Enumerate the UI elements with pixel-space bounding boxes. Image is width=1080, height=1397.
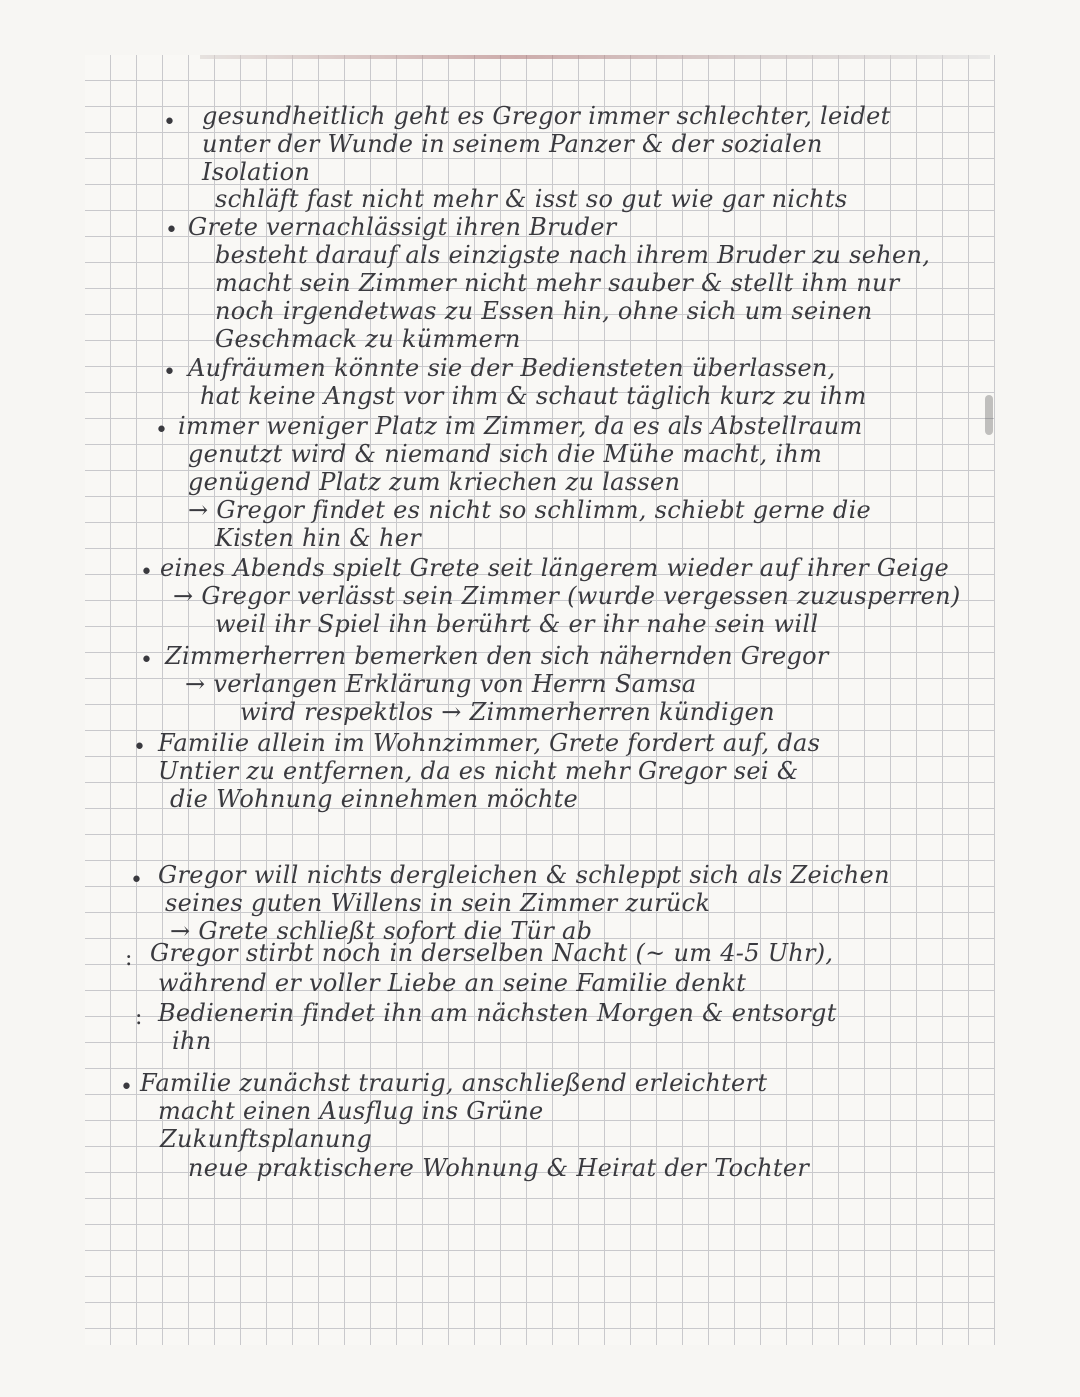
note-line: → verlangen Erklärung von Herrn Samsa	[185, 670, 697, 698]
note-line: Isolation	[202, 158, 311, 186]
bullet: :	[125, 946, 133, 971]
note-line: → Gregor findet es nicht so schlimm, schiebt gerne die	[188, 496, 872, 524]
bullet: •	[120, 1075, 134, 1100]
note-line: immer weniger Platz im Zimmer, da es als Abstellraum	[178, 412, 863, 440]
note-line: macht sein Zimmer nicht mehr sauber & stellt ihm nur	[215, 269, 900, 297]
note-line: genutzt wird & niemand sich die Mühe macht, ihm	[188, 440, 823, 468]
bullet: •	[140, 648, 154, 673]
bullet: •	[163, 360, 177, 385]
note-line: Aufräumen könnte sie der Bediensteten überlassen,	[188, 354, 836, 382]
bullet: •	[163, 110, 177, 135]
note-line: seines guten Willens in sein Zimmer zurück	[165, 889, 711, 917]
note-line: Bedienerin findet ihn am nächsten Morgen & entsorgt	[158, 999, 837, 1027]
note-line: Grete vernachlässigt ihren Bruder	[188, 213, 617, 241]
bullet: •	[155, 418, 169, 443]
note-line: → Grete schließt sofort die Tür ab	[170, 917, 593, 945]
note-line: genügend Platz zum kriechen zu lassen	[188, 468, 681, 496]
note-line: unter der Wunde in seinem Panzer & der sozialen	[202, 130, 823, 158]
bullet: •	[165, 218, 179, 243]
note-line: ihn	[172, 1027, 212, 1055]
note-line: Zukunftsplanung	[160, 1125, 373, 1153]
note-line: Familie zunächst traurig, anschließend erleichtert	[140, 1069, 768, 1097]
bullet: :	[135, 1005, 143, 1030]
note-line: Familie allein im Wohnzimmer, Grete fordert auf, das	[158, 729, 821, 757]
note-line: eines Abends spielt Grete seit längerem wieder auf ihrer Geige	[160, 554, 950, 582]
note-line: weil ihr Spiel ihn berührt & er ihr nahe sein will	[215, 610, 819, 638]
note-line: die Wohnung einnehmen möchte	[170, 785, 579, 813]
note-line: noch irgendetwas zu Essen hin, ohne sich um seinen	[215, 297, 873, 325]
bullet: •	[140, 560, 154, 585]
note-line: während er voller Liebe an seine Familie denkt	[158, 969, 747, 997]
note-line: neue praktischere Wohnung & Heirat der Tochter	[188, 1154, 810, 1182]
note-line: hat keine Angst vor ihm & schaut täglich kurz zu ihm	[200, 382, 867, 410]
note-line: schläft fast nicht mehr & isst so gut wie gar nichts	[215, 185, 848, 213]
note-line: → Gregor verlässt sein Zimmer (wurde vergessen zuzusperren)	[173, 582, 961, 610]
note-line: Geschmack zu kümmern	[215, 325, 521, 353]
bullet: •	[133, 735, 147, 760]
note-line: macht einen Ausflug ins Grüne	[158, 1097, 544, 1125]
note-line: Gregor will nichts dergleichen & schleppt sich als Zeichen	[158, 861, 890, 889]
note-line: Untier zu entfernen, da es nicht mehr Gregor sei &	[158, 757, 799, 785]
note-line: Kisten hin & her	[215, 524, 421, 552]
note-line: gesundheitlich geht es Gregor immer schlechter, leidet	[202, 102, 891, 130]
note-line: Zimmerherren bemerken den sich nähernden Gregor	[165, 642, 829, 670]
note-line: wird respektlos → Zimmerherren kündigen	[240, 698, 775, 726]
bullet: •	[130, 868, 144, 893]
note-line: Gregor stirbt noch in derselben Nacht (~ um 4-5 Uhr),	[150, 939, 834, 967]
note-line: besteht darauf als einzigste nach ihrem Bruder zu sehen,	[215, 241, 931, 269]
